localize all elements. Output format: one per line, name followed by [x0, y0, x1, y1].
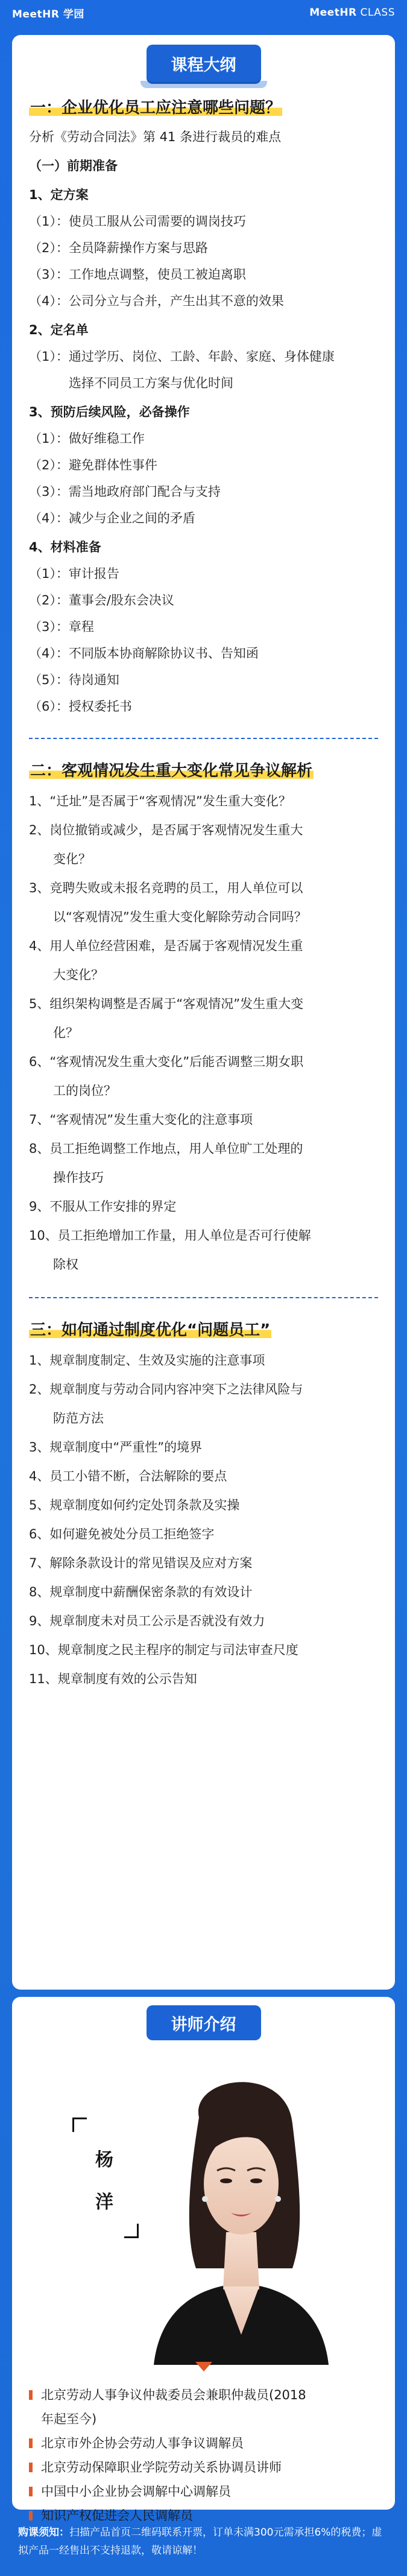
section1-lead: 分析《劳动合同法》第 41 条进行裁员的难点: [29, 130, 282, 144]
credential-item-continuation: 年起至今): [41, 2412, 97, 2426]
list-item: （6）：授权委托书: [29, 699, 132, 714]
list-item-text: 2、规章制度与劳动合同内容冲突下之法律风险与: [29, 1382, 303, 1397]
list-item: （4）：公司分立与合并，产生出其不意的效果: [29, 294, 284, 308]
purchase-notice: [12, 2519, 395, 2567]
list-item: （1）：使员工服从公司需要的调岗技巧: [29, 214, 246, 229]
list-item: [29, 874, 378, 931]
list-item: （2）：全员降薪操作方案与思路: [29, 241, 208, 255]
section1-heading: 一：企业优化员工应注意哪些问题？: [29, 95, 282, 118]
list-item: [29, 931, 378, 989]
list-item-text: 9、不服从工作安排的界定: [29, 1199, 177, 1214]
list-item: （1）：做好维稳工作: [29, 431, 145, 446]
list-item-continuation: 大变化？: [53, 968, 104, 982]
list-item-continuation: 工的岗位？: [53, 1083, 116, 1098]
instructor-photo-area: [12, 2051, 395, 2365]
list-item: （2）：董事会/股东会决议: [29, 593, 174, 608]
group3-title: 3、预防后续风险，必备操作: [29, 405, 190, 419]
section2-list: [29, 787, 378, 1279]
instructor-name-box: [72, 2118, 139, 2238]
list-item-text: 3、规章制度中“严重性”的境界: [29, 1440, 203, 1455]
list-item: （5）：待岗通知: [29, 673, 119, 687]
list-item: [29, 1346, 378, 1375]
list-item-text: 7、解除条款设计的常见错误及应对方案: [29, 1556, 253, 1570]
outline-card: [12, 35, 395, 1990]
list-item-text: 10、规章制度之民主程序的制定与司法审查尺度: [29, 1643, 298, 1657]
list-item: （3）：需当地政府部门配合与支持: [29, 484, 221, 499]
list-item-continuation: 选择不同员工方案与优化时间: [69, 376, 233, 390]
list-item: [29, 1462, 378, 1491]
list-item: （1）：通过学历、岗位、工龄、年龄、家庭、身体健康: [29, 349, 335, 364]
list-item-text: 10、员工拒绝增加工作量，用人单位是否可行使解: [29, 1228, 311, 1243]
credential-item: 中国中小企业协会调解中心调解员: [29, 2479, 385, 2504]
list-item: [29, 1433, 378, 1462]
instructor-name-char: 杨: [95, 2149, 113, 2171]
list-item-text: 9、规章制度未对员工公示是否就没有效力: [29, 1614, 265, 1628]
group1-title: 1、定方案: [29, 188, 89, 202]
list-item: [29, 1635, 378, 1664]
list-item: [29, 1105, 378, 1134]
list-item: [29, 1375, 378, 1433]
top-bar: [0, 0, 407, 25]
instructor-card: [12, 1997, 395, 2523]
list-item-text: 11、规章制度有效的公示告知: [29, 1672, 197, 1686]
list-item: （3）：工作地点调整，使员工被迫离职: [29, 267, 246, 282]
instructor-portrait: [142, 2051, 341, 2365]
credential-item: 知识产权促进会人民调解员: [29, 2504, 385, 2528]
list-item-text: 2、岗位撤销或减少，是否属于客观情况发生重大: [29, 823, 303, 837]
credential-item: 北京市外企协会劳动人事争议调解员: [29, 2431, 385, 2455]
list-item: [29, 1134, 378, 1192]
outline-title: 课程大纲: [147, 45, 261, 82]
list-item-text: 3、竞聘失败或未报名竞聘的员工，用人单位可以: [29, 881, 303, 895]
brand-logo-left: MeetHR 学园: [12, 8, 84, 21]
list-item-text: 1、“迁址”是否属于“客观情况”发生重大变化？: [29, 794, 291, 808]
list-item: [29, 1221, 378, 1279]
list-item-text: 4、员工小错不断，合法解除的要点: [29, 1469, 227, 1483]
instructor-name-char: 洋: [95, 2192, 113, 2213]
list-item: [29, 1578, 378, 1607]
bracket-decoration: [124, 2224, 139, 2238]
list-item: [29, 1664, 378, 1693]
section1-sub0: （一）前期准备: [29, 159, 118, 173]
group4-title: 4、材料准备: [29, 540, 101, 554]
list-item-continuation: 变化？: [53, 852, 91, 866]
notice-label: 购课须知：: [18, 2527, 69, 2539]
chevron-down-icon: [195, 2362, 212, 2371]
list-item: （4）：减少与企业之间的矛盾: [29, 511, 195, 525]
list-item-continuation: 操作技巧: [53, 1170, 104, 1185]
list-item-continuation: 除权: [53, 1257, 78, 1272]
list-item: （3）：章程: [29, 620, 94, 634]
list-item: [29, 1047, 378, 1105]
divider: [29, 738, 378, 739]
list-item: （2）：避免群体性事件: [29, 458, 157, 472]
section3-heading: 三：如何通过制度优化“问题员工”: [29, 1318, 271, 1340]
section2-heading: 二：客观情况发生重大变化常见争议解析: [29, 758, 314, 781]
bracket-decoration: [72, 2118, 87, 2132]
list-item: [29, 787, 378, 816]
credential-item: 北京劳动保障职业学院劳动关系协调员讲师: [29, 2455, 385, 2479]
list-item: [29, 1549, 378, 1578]
list-item-text: 4、用人单位经营困难，是否属于客观情况发生重: [29, 939, 303, 953]
list-item: （4）：不同版本协商解除协议书、告知函: [29, 646, 259, 661]
list-item-text: 6、“客观情况发生重大变化”后能否调整三期女职: [29, 1055, 304, 1069]
list-item: [29, 816, 378, 874]
list-item-continuation: 化？: [53, 1026, 78, 1040]
list-item-continuation: 以“客观情况”发生重大变化解除劳动合同吗？: [53, 910, 307, 924]
list-item: [29, 989, 378, 1047]
list-item-text: 6、如何避免被处分员工拒绝签字: [29, 1527, 215, 1541]
list-item-text: 5、组织架构调整是否属于“客观情况”发生重大变: [29, 997, 304, 1011]
instructor-credentials: [29, 2383, 385, 2528]
list-item-text: 8、员工拒绝调整工作地点，用人单位旷工处理的: [29, 1141, 303, 1156]
group2-title: 2、定名单: [29, 323, 89, 337]
notice-text: 扫描产品首页二维码联系开票，订单未满300元需承担6%的税费；虚拟产品一经售出不支持退款，敬请谅解！: [18, 2527, 382, 2557]
list-item-text: 1、规章制度制定、生效及实施的注意事项: [29, 1353, 265, 1368]
list-item: [29, 1520, 378, 1549]
section3-list: [29, 1346, 378, 1693]
list-item-text: 5、规章制度如何约定处罚条款及实操: [29, 1498, 240, 1512]
list-item: [29, 1491, 378, 1520]
instructor-title: 讲师介绍: [147, 2005, 261, 2040]
list-item-text: 7、“客观情况”发生重大变化的注意事项: [29, 1112, 253, 1127]
list-item: [29, 1607, 378, 1635]
list-item: （1）：审计报告: [29, 566, 119, 581]
divider: [29, 1297, 378, 1298]
brand-logo-right: MeetHR CLASS: [309, 7, 395, 19]
list-item-text: 8、规章制度中薪酬保密条款的有效设计: [29, 1585, 253, 1599]
list-item-continuation: 防范方法: [53, 1411, 104, 1426]
list-item: [29, 1192, 378, 1221]
credential-item: 北京劳动人事争议仲裁委员会兼职仲裁员(2018: [29, 2383, 385, 2407]
